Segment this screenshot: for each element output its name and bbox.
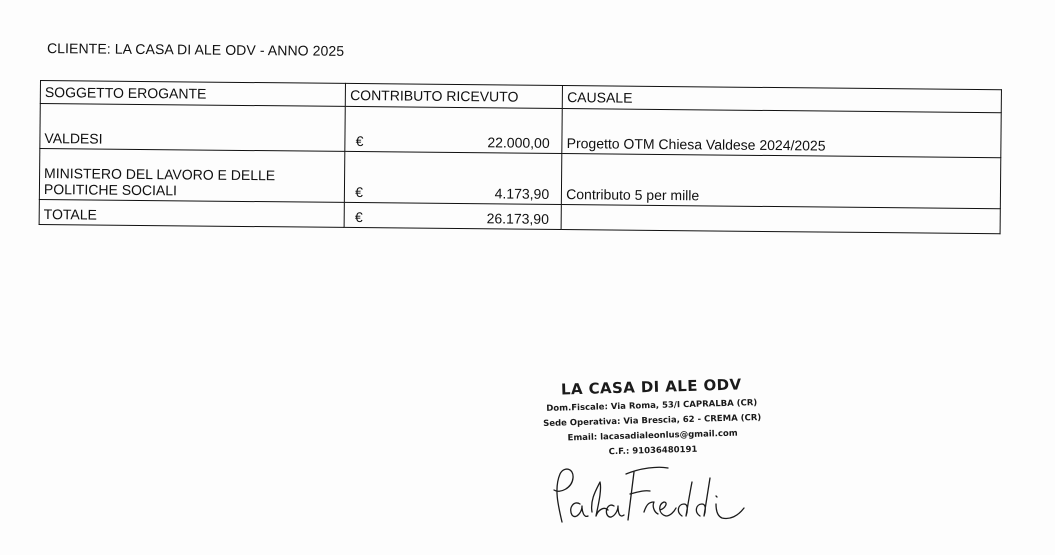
- total-causale-cell: [561, 205, 1000, 234]
- soggetto-line: MINISTERO DEL LAVORO E DELLE: [44, 165, 276, 184]
- stamp-office: Sede Operativa: Via Brescia, 62 - CREMA (CR): [543, 412, 762, 430]
- header-causale: CAUSALE: [563, 86, 1002, 113]
- stamp-domicile: Dom.Fiscale: Via Roma, 53/I CAPRALBA (CR): [546, 398, 758, 414]
- soggetto-cell: [39, 149, 345, 203]
- amount-value: 4.173,90: [494, 185, 550, 202]
- causale-cell: [562, 109, 1001, 158]
- total-amount: 26.173,90: [486, 210, 550, 227]
- table-row: [39, 149, 1000, 209]
- causale-text: Progetto OTM Chiesa Valdese 2024/2025: [566, 135, 826, 154]
- stamp-email: Email: lacasadialeonlus@gmail.com: [567, 428, 738, 444]
- currency-symbol: €: [354, 209, 363, 226]
- soggetto-line: VALDESI: [44, 130, 103, 147]
- organization-stamp: [520, 374, 784, 462]
- total-amount-cell: [344, 202, 561, 229]
- total-label-cell: [39, 199, 344, 227]
- header-contributo: CONTRIBUTO RICEVUTO: [346, 83, 563, 108]
- header-soggetto: SOGGETTO EROGANTE: [40, 81, 345, 107]
- total-label: TOTALE: [43, 206, 97, 223]
- contributions-table-wrapper: [39, 80, 1002, 234]
- causale-cell: [562, 154, 1001, 209]
- contributo-cell: [345, 151, 562, 204]
- handwritten-signature: [540, 460, 770, 530]
- client-header: CLIENTE: LA CASA DI ALE ODV - ANNO 2025: [46, 40, 345, 59]
- currency-symbol: €: [355, 133, 364, 150]
- stamp-tax-code: C.F.: 91036480191: [608, 444, 698, 458]
- amount-value: 22.000,00: [487, 134, 550, 151]
- causale-text: Contributo 5 per mille: [566, 186, 700, 204]
- soggetto-cell: [40, 104, 346, 152]
- contributo-cell: [345, 106, 562, 153]
- contributions-table: [39, 80, 1002, 234]
- currency-symbol: €: [355, 184, 364, 201]
- stamp-organization: LA CASA DI ALE ODV: [560, 375, 742, 399]
- soggetto-line: POLITICHE SOCIALI: [43, 181, 178, 199]
